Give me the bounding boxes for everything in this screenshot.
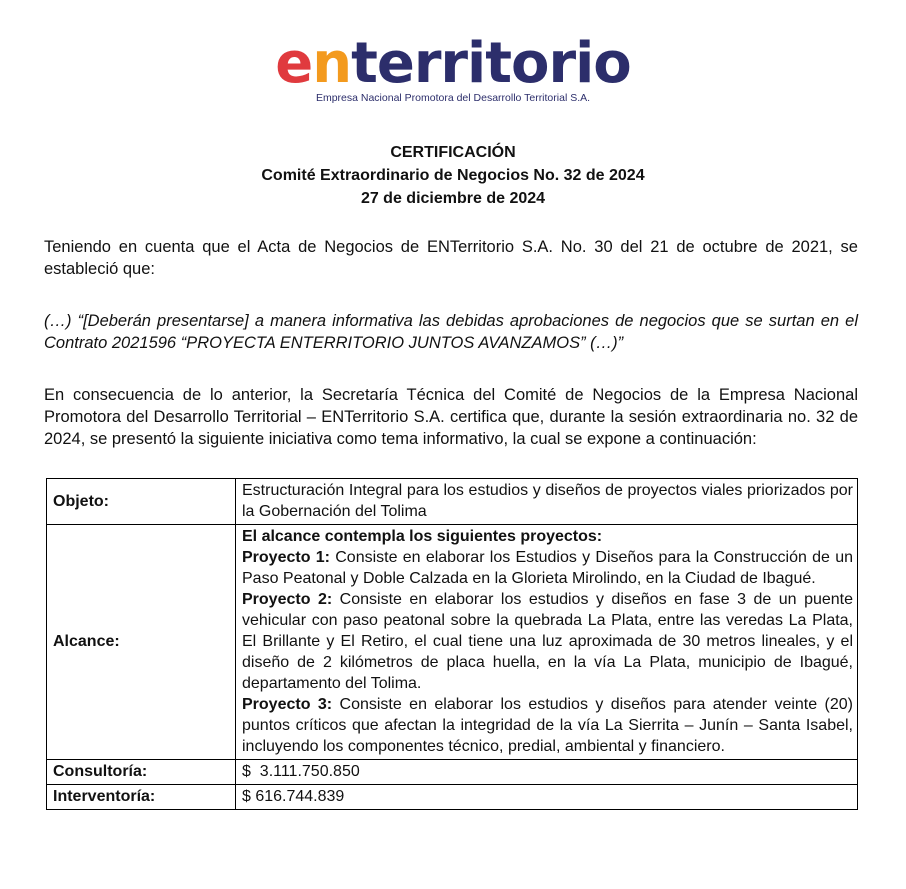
consequence-paragraph: En consecuencia de lo anterior, la Secretaría Técnica del Comité de Negocios de la Empresa Nacional Promotora del Desarrollo Territorial – ENTerritorio S.A. certifica que, durante la sesión extraordinaria no. 32 de 2024, se presentó la siguiente iniciativa como tema informativo, la cual se expone a continuación:: [44, 386, 858, 448]
project-1-text: Consiste en elaborar los Estudios y Diseños para la Construcción de un Paso Peatonal y Doble Calzada en la Glorieta Mirolindo, en la Ciudad de Ibagué.: [242, 549, 853, 587]
alcance-label: Alcance:: [47, 525, 236, 760]
project-2-text: Consiste en elaborar los estudios y diseños en fase 3 de un puente vehicular con paso peatonal sobre la quebrada La Plata, entre las veredas La Plata, El Brillante y El Retiro, el cual tiene una luz aproximada de 30 metros lineales, y el diseño de 2 kilómetros de placa huella, en la vía La Plata, municipio de Ibagué, departamento del Tolima.: [242, 591, 853, 692]
project-2-name: Proyecto 2:: [242, 591, 333, 608]
logo-wordmark: enterritorio: [275, 31, 631, 96]
table-row-interventoria: [47, 785, 858, 810]
project-3-name: Proyecto 3:: [242, 696, 333, 713]
objeto-label: Objeto:: [47, 479, 236, 525]
project-1: [242, 547, 853, 589]
document-title: CERTIFICACIÓN: [390, 144, 516, 161]
objeto-value: Estructuración Integral para los estudios y diseños de proyectos viales priorizados por la Gobernación del Tolima: [236, 479, 858, 525]
consultoria-value: $ 3.111.750.850: [236, 760, 858, 785]
consultoria-label: Consultoría:: [47, 760, 236, 785]
interventoria-value: $ 616.744.839: [236, 785, 858, 810]
project-3-text: Consiste en elaborar los estudios y diseños para atender veinte (20) puntos críticos que afectan la integridad de la vía La Sierrita – Junín – Santa Isabel, incluyendo los componentes técnico, predial, ambiental y financiero.: [242, 696, 854, 755]
company-logo: [0, 31, 906, 96]
alcance-value: [236, 525, 858, 760]
logo-subtitle: Empresa Nacional Promotora del Desarrollo Territorial S.A.: [315, 92, 591, 104]
scope-title: El alcance contempla los siguientes proyectos:: [242, 528, 603, 545]
interventoria-label: Interventoría:: [47, 785, 236, 810]
table-row-consultoria: [47, 760, 858, 785]
table-row-objeto: [47, 479, 858, 525]
document-subtitle: Comité Extraordinario de Negocios No. 32 de 2024: [261, 167, 645, 184]
project-3: [242, 694, 853, 757]
intro-paragraph: Teniendo en cuenta que el Acta de Negocios de ENTerritorio S.A. No. 30 del 21 de octubre de 2021, se estableció que:: [44, 238, 858, 278]
quote-paragraph: (…) “[Deberán presentarse] a manera informativa las debidas aprobaciones de negocios que se surtan en el Contrato 2021596 “PROYECTA ENTERRITORIO JUNTOS AVANZAMOS” (…)”: [44, 312, 858, 352]
table-row-alcance: [47, 525, 858, 760]
project-1-name: Proyecto 1:: [242, 549, 330, 566]
initiative-table: [46, 478, 858, 810]
project-2: [242, 589, 853, 694]
document-date: 27 de diciembre de 2024: [360, 190, 546, 207]
